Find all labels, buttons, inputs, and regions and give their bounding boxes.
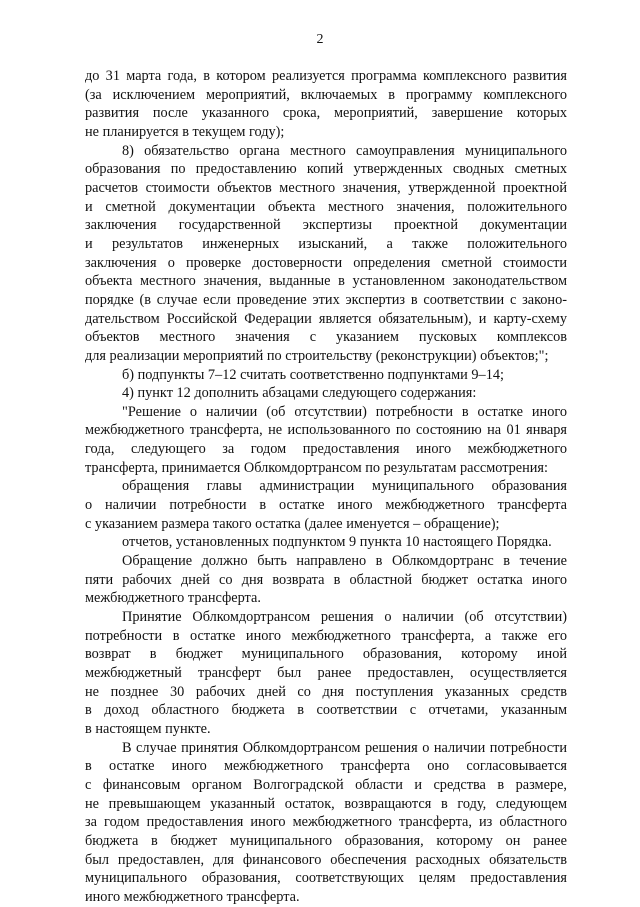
text-line: "Решение о наличии (об отсутствии) потребности в остатке иного bbox=[122, 403, 567, 420]
text-line: года, следующего за годом предоставления иного межбюджетного bbox=[85, 441, 567, 458]
text-line: межбюджетный трансферт был ранее предоставлен, осуществляется bbox=[85, 665, 567, 681]
document-body bbox=[85, 67, 567, 907]
text-line: межбюджетного трансферта, не использованного по состоянию на 01 января bbox=[85, 422, 567, 439]
text-line: заключения государственной экспертизы проектной документации bbox=[85, 217, 567, 234]
text-line: расчетов стоимости объектов местного значения, утвержденной проектной bbox=[85, 179, 567, 196]
text-line: объекта местного значения, выданные в установленном законодательством bbox=[85, 273, 567, 290]
text-line: в настоящем пункте. bbox=[85, 720, 211, 737]
text-line: был предоставлен, для финансового обеспечения расходных обязательств bbox=[85, 851, 567, 868]
text-line: иного межбюджетного трансферта. bbox=[85, 888, 300, 905]
text-line: о наличии потребности в остатке иного межбюджетного трансферта bbox=[85, 497, 567, 514]
text-line: для реализации мероприятий по строительству (реконструкции) объектов;"; bbox=[85, 347, 549, 364]
text-line: с указанием размера такого остатка (далее именуется – обращение); bbox=[85, 515, 500, 532]
text-line: обращения главы администрации муниципального образования bbox=[122, 478, 567, 495]
text-line: не превышающем указанный остаток, возвращаются в году, следующем bbox=[85, 795, 567, 812]
text-line: возврат в бюджет муниципального образования, которому иной bbox=[85, 646, 567, 663]
text-line: не планируется в текущем году); bbox=[85, 123, 285, 140]
text-line: объектов местного значения с указанием пусковых комплексов bbox=[85, 329, 567, 346]
text-line: отчетов, установленных подпунктом 9 пункта 10 настоящего Порядка. bbox=[122, 534, 552, 551]
text-line: (за исключением мероприятий, включаемых в программу комплексного bbox=[85, 86, 567, 103]
text-line: потребности в остатке иного межбюджетного трансферта, а также его bbox=[85, 627, 567, 644]
text-line: в остатке иного межбюджетного трансферта оно согласовывается bbox=[85, 758, 567, 775]
text-line: межбюджетного трансферта. bbox=[85, 590, 261, 607]
page-number: 2 bbox=[316, 32, 324, 47]
text-line: и сметной документации объекта местного значения, положительного bbox=[85, 198, 567, 215]
text-line: образования по предоставлению копий утвержденных сводных сметных bbox=[85, 161, 567, 178]
text-line: Обращение должно быть направлено в Облкомдортранс в течение bbox=[122, 553, 567, 570]
text-line: до 31 марта года, в котором реализуется программа комплексного развития bbox=[85, 68, 567, 84]
text-line: и результатов инженерных изысканий, а также положительного bbox=[85, 235, 567, 252]
text-line: развития после указанного срока, мероприятий, завершение которых bbox=[85, 105, 567, 122]
text-line: не позднее 30 рабочих дней со дня поступления указанных средств bbox=[85, 683, 567, 700]
text-line: трансферта, принимается Облкомдортрансом по результатам рассмотрения: bbox=[85, 459, 548, 476]
text-line: порядке (в случае если проведение этих экспертиз в соответствии с законо- bbox=[85, 291, 567, 308]
text-line: в доход областного бюджета в соответствии с отчетами, указанным bbox=[85, 702, 567, 719]
text-line: дательством Российской Федерации является обязательным), и карту-схему bbox=[85, 310, 567, 327]
text-line: за годом предоставления иного межбюджетного трансферта, из областного bbox=[85, 814, 567, 831]
text-line: с финансовым органом Волгоградской области и средства в размере, bbox=[85, 776, 567, 793]
text-line: 8) обязательство органа местного самоуправления муниципального bbox=[122, 142, 567, 159]
text-line: муниципального образования, соответствующих целям предоставления bbox=[85, 870, 567, 887]
text-line: 4) пункт 12 дополнить абзацами следующего содержания: bbox=[122, 385, 477, 402]
text-line: заключения о проверке достоверности определения сметной стоимости bbox=[85, 254, 567, 271]
text-line: В случае принятия Облкомдортрансом решения о наличии потребности bbox=[122, 739, 567, 756]
text-line: б) подпункты 7–12 считать соответственно подпунктами 9–14; bbox=[122, 366, 504, 383]
text-line: пяти рабочих дней со дня возврата в областной бюджет остатка иного bbox=[85, 571, 567, 588]
text-line: бюджета в бюджет муниципального образования, которому он ранее bbox=[85, 832, 567, 849]
text-line: Принятие Облкомдортрансом решения о наличии (об отсутствии) bbox=[122, 609, 567, 626]
